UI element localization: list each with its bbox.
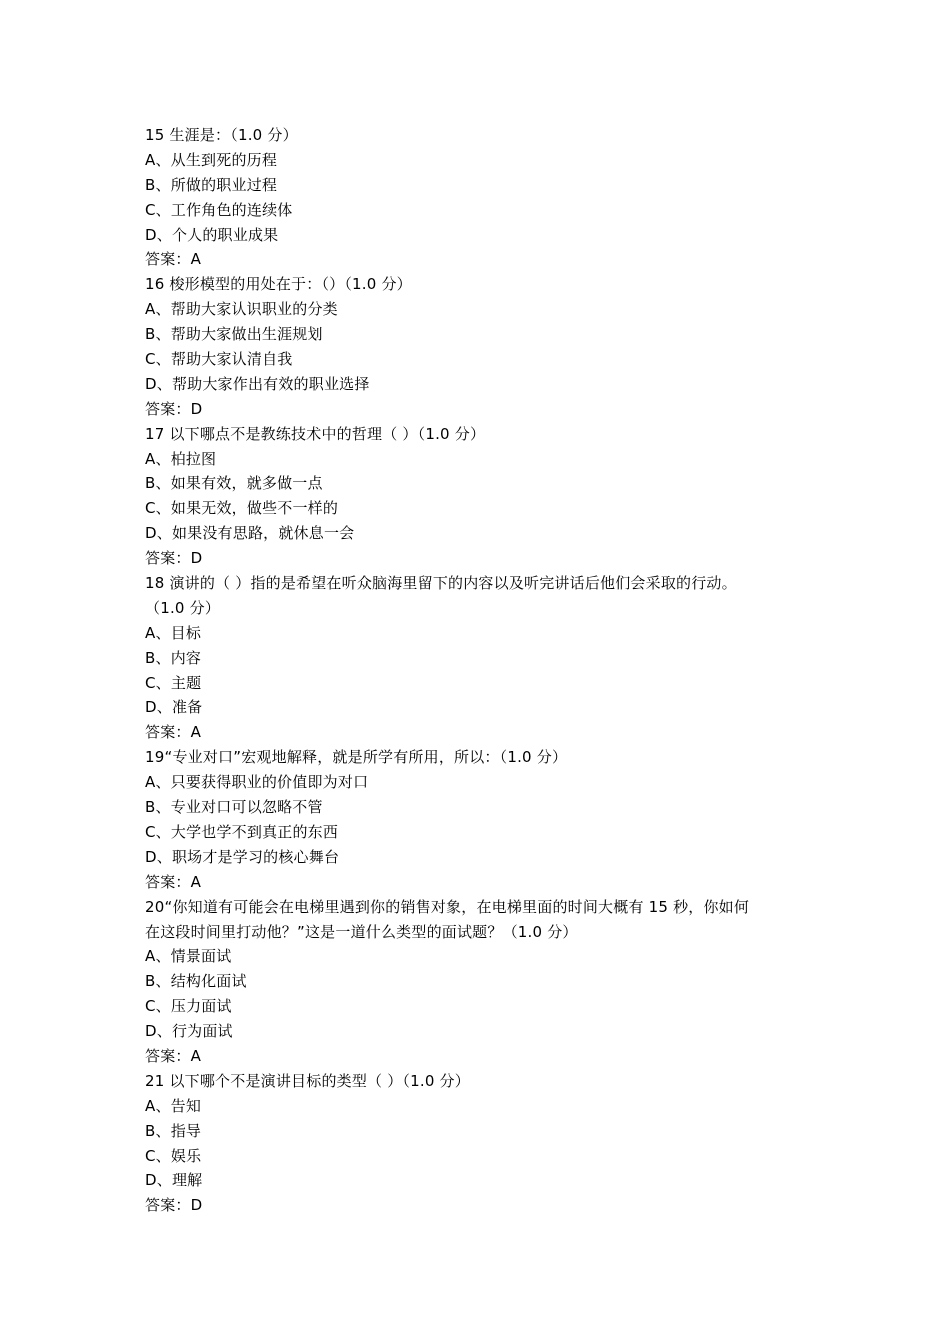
option-b: B、所做的职业过程 [145,175,278,194]
question-19 [145,745,810,894]
option-d: D、行为面试 [145,1022,233,1041]
option-d: D、准备 [145,698,203,717]
option-d: D、职场才是学习的核心舞台 [145,847,340,866]
question-stem: 19“专业对口”宏观地解释，就是所学有所用，所以：（1.0 分） [145,748,568,767]
answer: 答案：A [145,250,202,269]
option-d: D、理解 [145,1171,203,1190]
option-c: C、帮助大家认清自我 [145,350,293,369]
question-21 [145,1069,810,1218]
option-a: A、柏拉图 [145,449,217,468]
option-a: A、情景面试 [145,947,232,966]
option-a: A、帮助大家认识职业的分类 [145,300,338,319]
option-d: D、如果没有思路，就休息一会 [145,524,355,543]
question-17 [145,422,810,571]
question-18 [145,571,810,745]
option-c: C、娱乐 [145,1146,202,1165]
answer: 答案：D [145,1196,203,1215]
question-stem-line-2: 在这段时间里打动他？”这是一道什么类型的面试题？（1.0 分） [145,922,578,941]
option-c: C、大学也学不到真正的东西 [145,822,339,841]
option-b: B、如果有效，就多做一点 [145,474,323,493]
option-a: A、只要获得职业的价值即为对口 [145,773,369,792]
option-b: B、结构化面试 [145,972,247,991]
option-a: A、告知 [145,1096,202,1115]
question-15 [145,123,810,272]
question-16 [145,272,810,421]
option-b: B、帮助大家做出生涯规划 [145,325,323,344]
question-stem: 15 生涯是：（1.0 分） [145,126,298,144]
option-a: A、从生到死的历程 [145,150,278,169]
option-b: B、指导 [145,1121,202,1140]
option-c: C、主题 [145,673,202,692]
question-stem: 21 以下哪个不是演讲目标的类型（ ）（1.0 分） [145,1071,470,1090]
option-b: B、专业对口可以忽略不管 [145,798,323,817]
question-list [145,123,810,1218]
question-20 [145,895,810,1069]
option-c: C、压力面试 [145,997,232,1016]
answer: 答案：D [145,549,203,568]
question-stem: 16 梭形模型的用处在于：（）（1.0 分） [145,275,412,294]
option-c: C、如果无效，做些不一样的 [145,499,339,518]
option-d: D、帮助大家作出有效的职业选择 [145,374,370,393]
answer: 答案：A [145,872,202,891]
answer: 答案：A [145,1046,202,1065]
option-b: B、内容 [145,648,202,667]
answer: 答案：A [145,723,202,742]
question-stem: 17 以下哪点不是教练技术中的哲理（ ）（1.0 分） [145,424,486,443]
question-stem-line-2: （1.0 分） [145,598,221,617]
question-stem-line-1: 20“你知道有可能会在电梯里遇到你的销售对象，在电梯里面的时间大概有 15 秒，你如何 [145,897,750,916]
option-d: D、个人的职业成果 [145,225,279,244]
answer: 答案：D [145,399,203,418]
option-c: C、工作角色的连续体 [145,200,293,219]
question-stem-line-1: 18 演讲的（ ）指的是希望在听众脑海里留下的内容以及听完讲话后他们会采取的行动。 [145,574,737,593]
option-a: A、目标 [145,623,202,642]
